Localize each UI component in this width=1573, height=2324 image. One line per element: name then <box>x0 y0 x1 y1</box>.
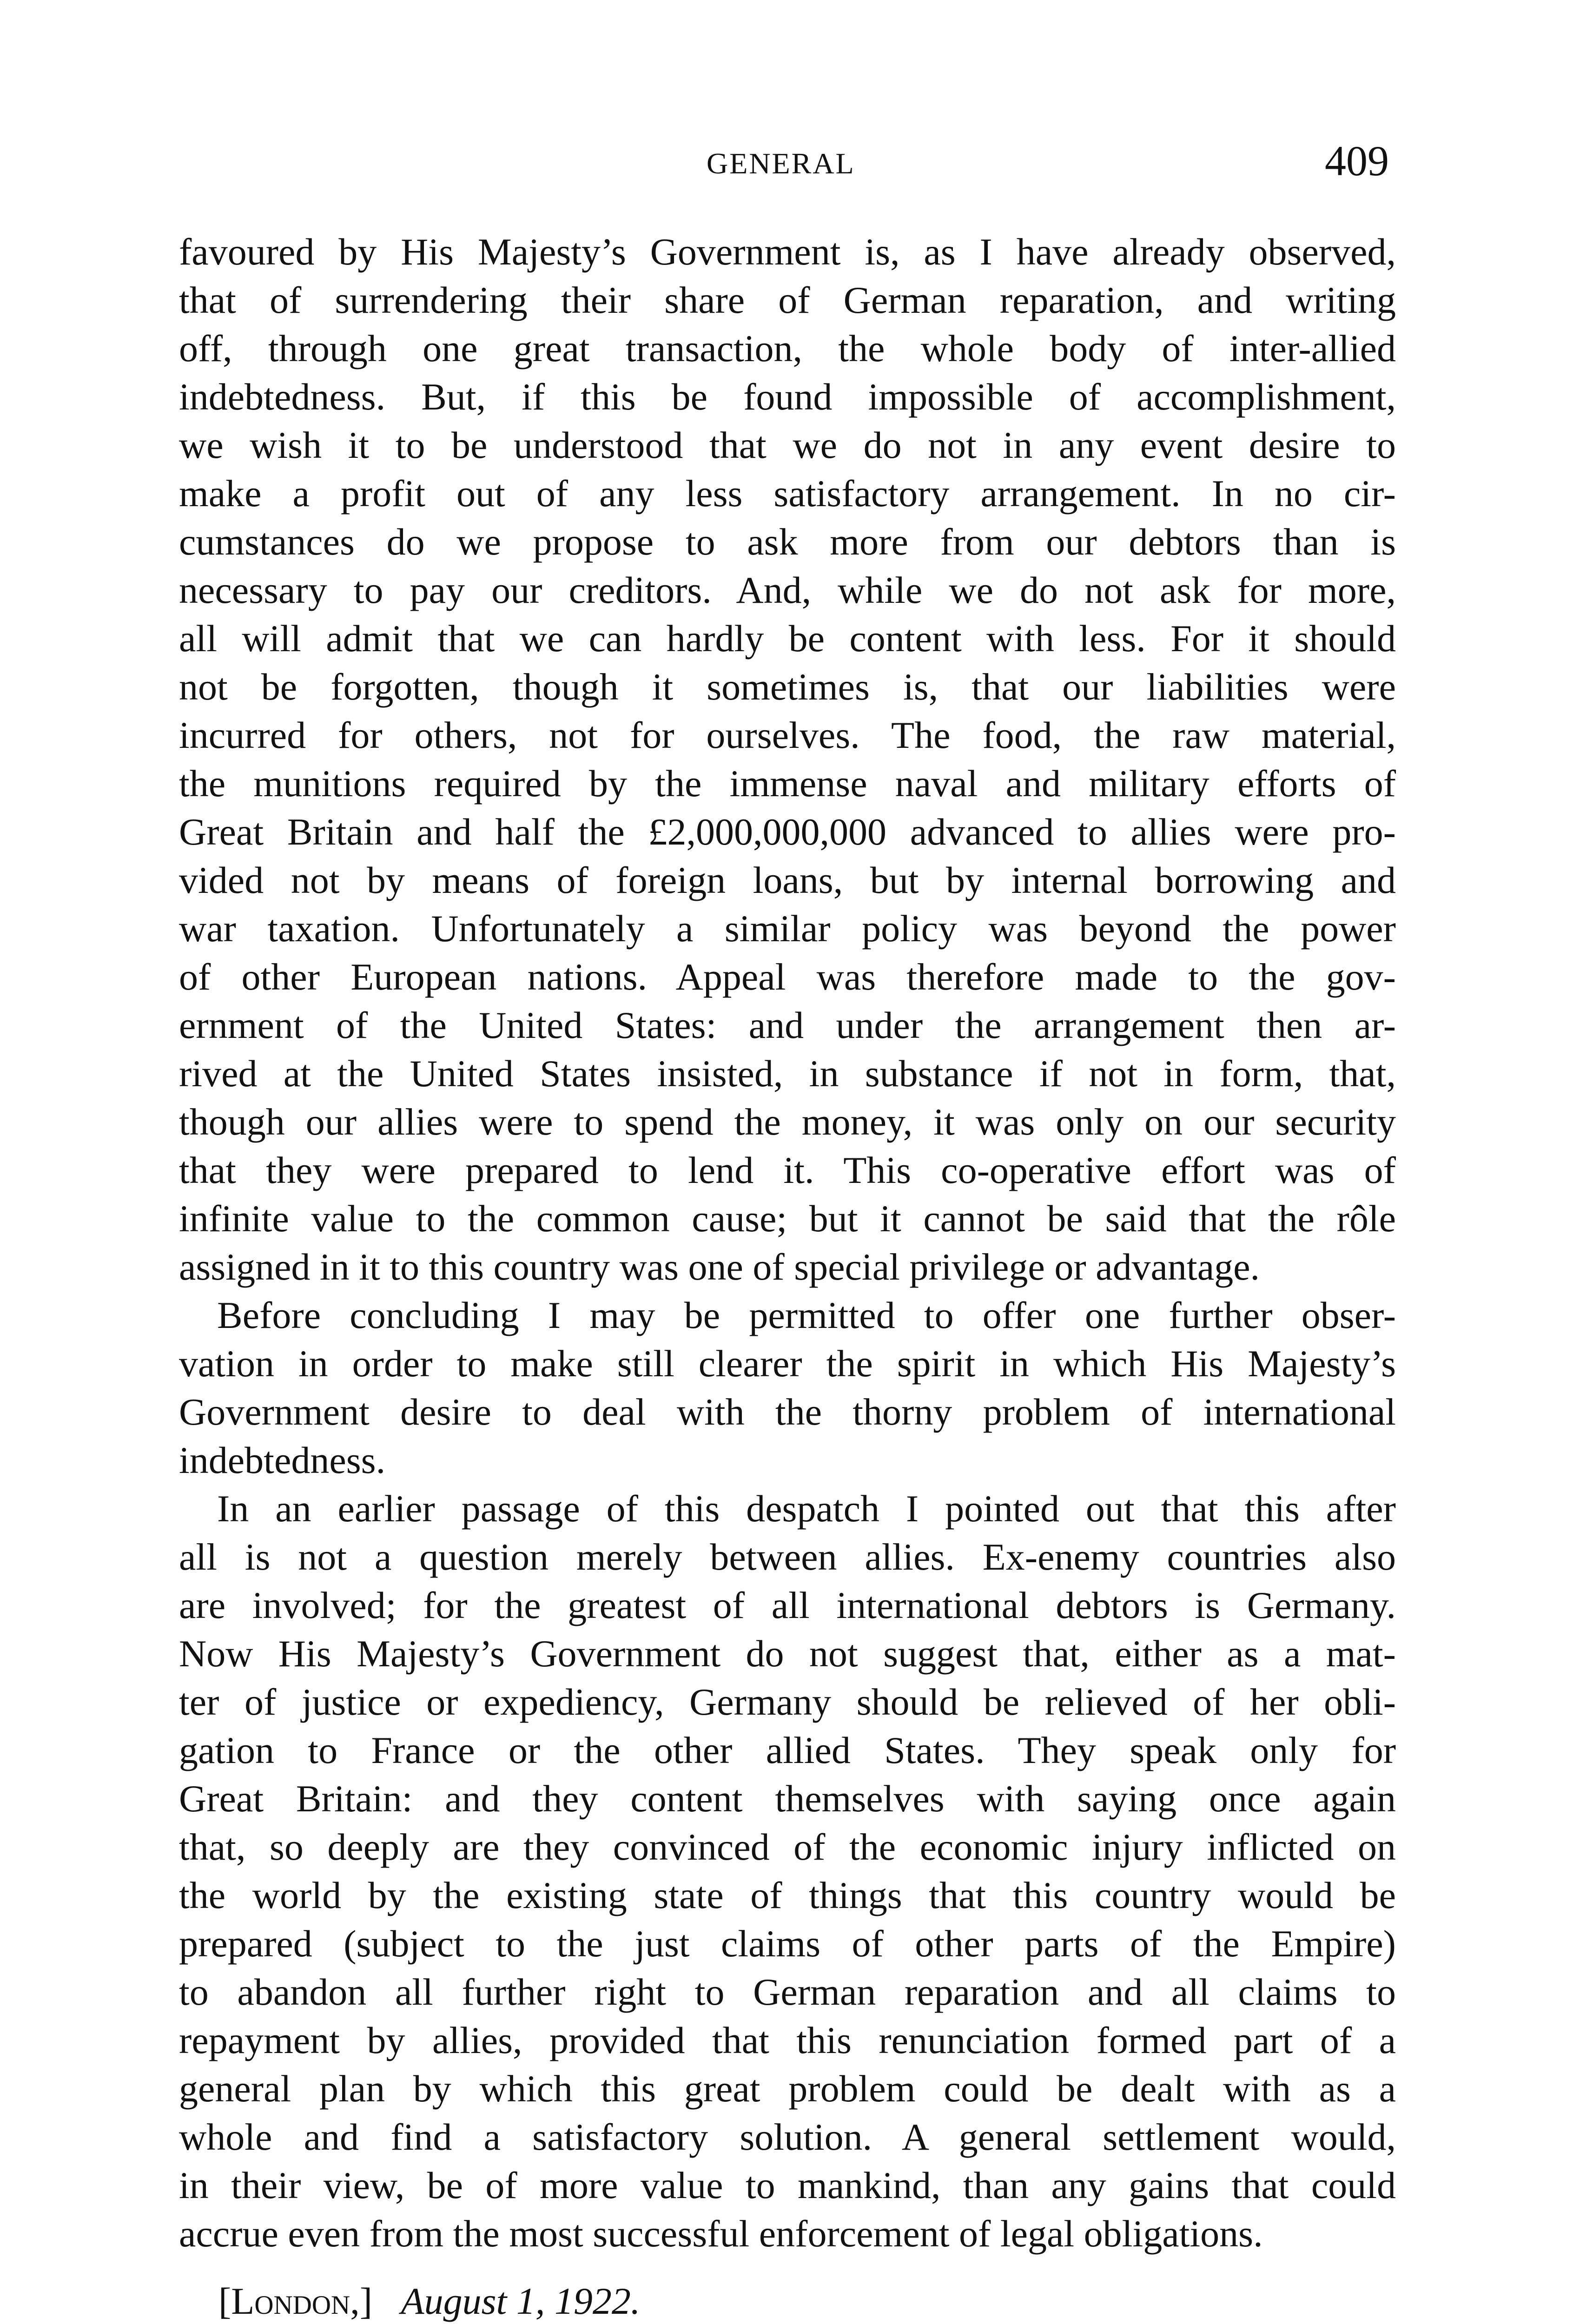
text-line: that they were prepared to lend it. This co-operative effort was of <box>179 1149 1396 1191</box>
text-line: are involved; for the greatest of all international debtors is Germany. <box>179 1584 1396 1626</box>
text-line: though our allies were to spend the money, it was only on our security <box>179 1101 1396 1143</box>
text-line: war taxation. Unfortunately a similar policy was beyond the power <box>179 907 1396 950</box>
text-line: all will admit that we can hardly be content with less. For it should <box>179 617 1396 660</box>
paragraph-3 <box>179 1485 1396 2258</box>
text-line: indebtedness. <box>179 1439 386 1481</box>
body-text <box>179 228 1396 2258</box>
text-line: vation in order to make still clearer the spirit in which His Majesty’s <box>179 1342 1396 1385</box>
text-line: Great Britain: and they content themselves with saying once again <box>179 1777 1396 1820</box>
page-number: 409 <box>1325 137 1389 185</box>
text-line: rived at the United States insisted, in substance if not in form, that, <box>179 1052 1396 1095</box>
dateline-place: [London,] <box>218 2280 373 2322</box>
text-line: Great Britain and half the £2,000,000,000 advanced to allies were pro- <box>179 811 1396 853</box>
text-line: of other European nations. Appeal was therefore made to the gov- <box>179 956 1396 998</box>
text-line: vided not by means of foreign loans, but by internal borrowing and <box>179 859 1396 901</box>
text-line: that of surrendering their share of German reparation, and writing <box>179 279 1396 321</box>
dateline-date: August 1, 1922. <box>401 2280 641 2322</box>
text-line: assigned in it to this country was one of special privilege or advantage. <box>179 1246 1260 1288</box>
text-line: incurred for others, not for ourselves. The food, the raw material, <box>179 714 1396 756</box>
text-line: Now His Majesty’s Government do not suggest that, either as a mat- <box>179 1632 1396 1675</box>
text-line: the munitions required by the immense naval and military efforts of <box>179 762 1396 805</box>
text-line: all is not a question merely between allies. Ex-enemy countries also <box>179 1536 1396 1578</box>
text-line: that, so deeply are they convinced of the economic injury inflicted on <box>179 1826 1396 1868</box>
text-line: cumstances do we propose to ask more from our debtors than is <box>179 521 1396 563</box>
text-line: ter of justice or expediency, Germany should be relieved of her obli- <box>179 1681 1396 1723</box>
text-line: infinite value to the common cause; but it cannot be said that the rôle <box>179 1197 1396 1240</box>
text-line: gation to France or the other allied States. They speak only for <box>179 1729 1396 1771</box>
text-line: off, through one great transaction, the whole body of inter-allied <box>179 327 1396 370</box>
text-line: indebtedness. But, if this be found impossible of accomplishment, <box>179 376 1396 418</box>
text-line: accrue even from the most successful enforcement of legal obligations. <box>179 2212 1263 2255</box>
text-line: prepared (subject to the just claims of other parts of the Empire) <box>179 1922 1396 1965</box>
running-head <box>0 139 1573 191</box>
text-line: to abandon all further right to German reparation and all claims to <box>179 1971 1396 2013</box>
text-line: ernment of the United States: and under the arrangement then ar- <box>179 1004 1396 1046</box>
text-line: favoured by His Majesty’s Government is, as I have already observed, <box>179 231 1396 273</box>
dateline <box>218 2282 640 2320</box>
text-line: Before concluding I may be permitted to offer one further obser- <box>217 1294 1396 1336</box>
running-title: GENERAL <box>707 147 855 180</box>
text-line: we wish it to be understood that we do not in any event desire to <box>179 424 1396 466</box>
text-line: necessary to pay our creditors. And, while we do not ask for more, <box>179 569 1396 611</box>
text-line: the world by the existing state of things that this country would be <box>179 1874 1396 1916</box>
paragraph-1 <box>179 228 1396 1291</box>
text-line: Government desire to deal with the thorny problem of international <box>179 1391 1396 1433</box>
text-line: In an earlier passage of this despatch I pointed out that this after <box>217 1487 1396 1530</box>
text-line: in their view, be of more value to mankind, than any gains that could <box>179 2164 1396 2206</box>
text-line: not be forgotten, though it sometimes is, that our liabilities were <box>179 666 1396 708</box>
text-line: repayment by allies, provided that this renunciation formed part of a <box>179 2019 1396 2061</box>
paragraph-2 <box>179 1291 1396 1485</box>
text-line: general plan by which this great problem could be dealt with as a <box>179 2067 1396 2110</box>
text-line: make a profit out of any less satisfactory arrangement. In no cir- <box>179 472 1396 515</box>
text-line: whole and find a satisfactory solution. A general settlement would, <box>179 2116 1396 2158</box>
